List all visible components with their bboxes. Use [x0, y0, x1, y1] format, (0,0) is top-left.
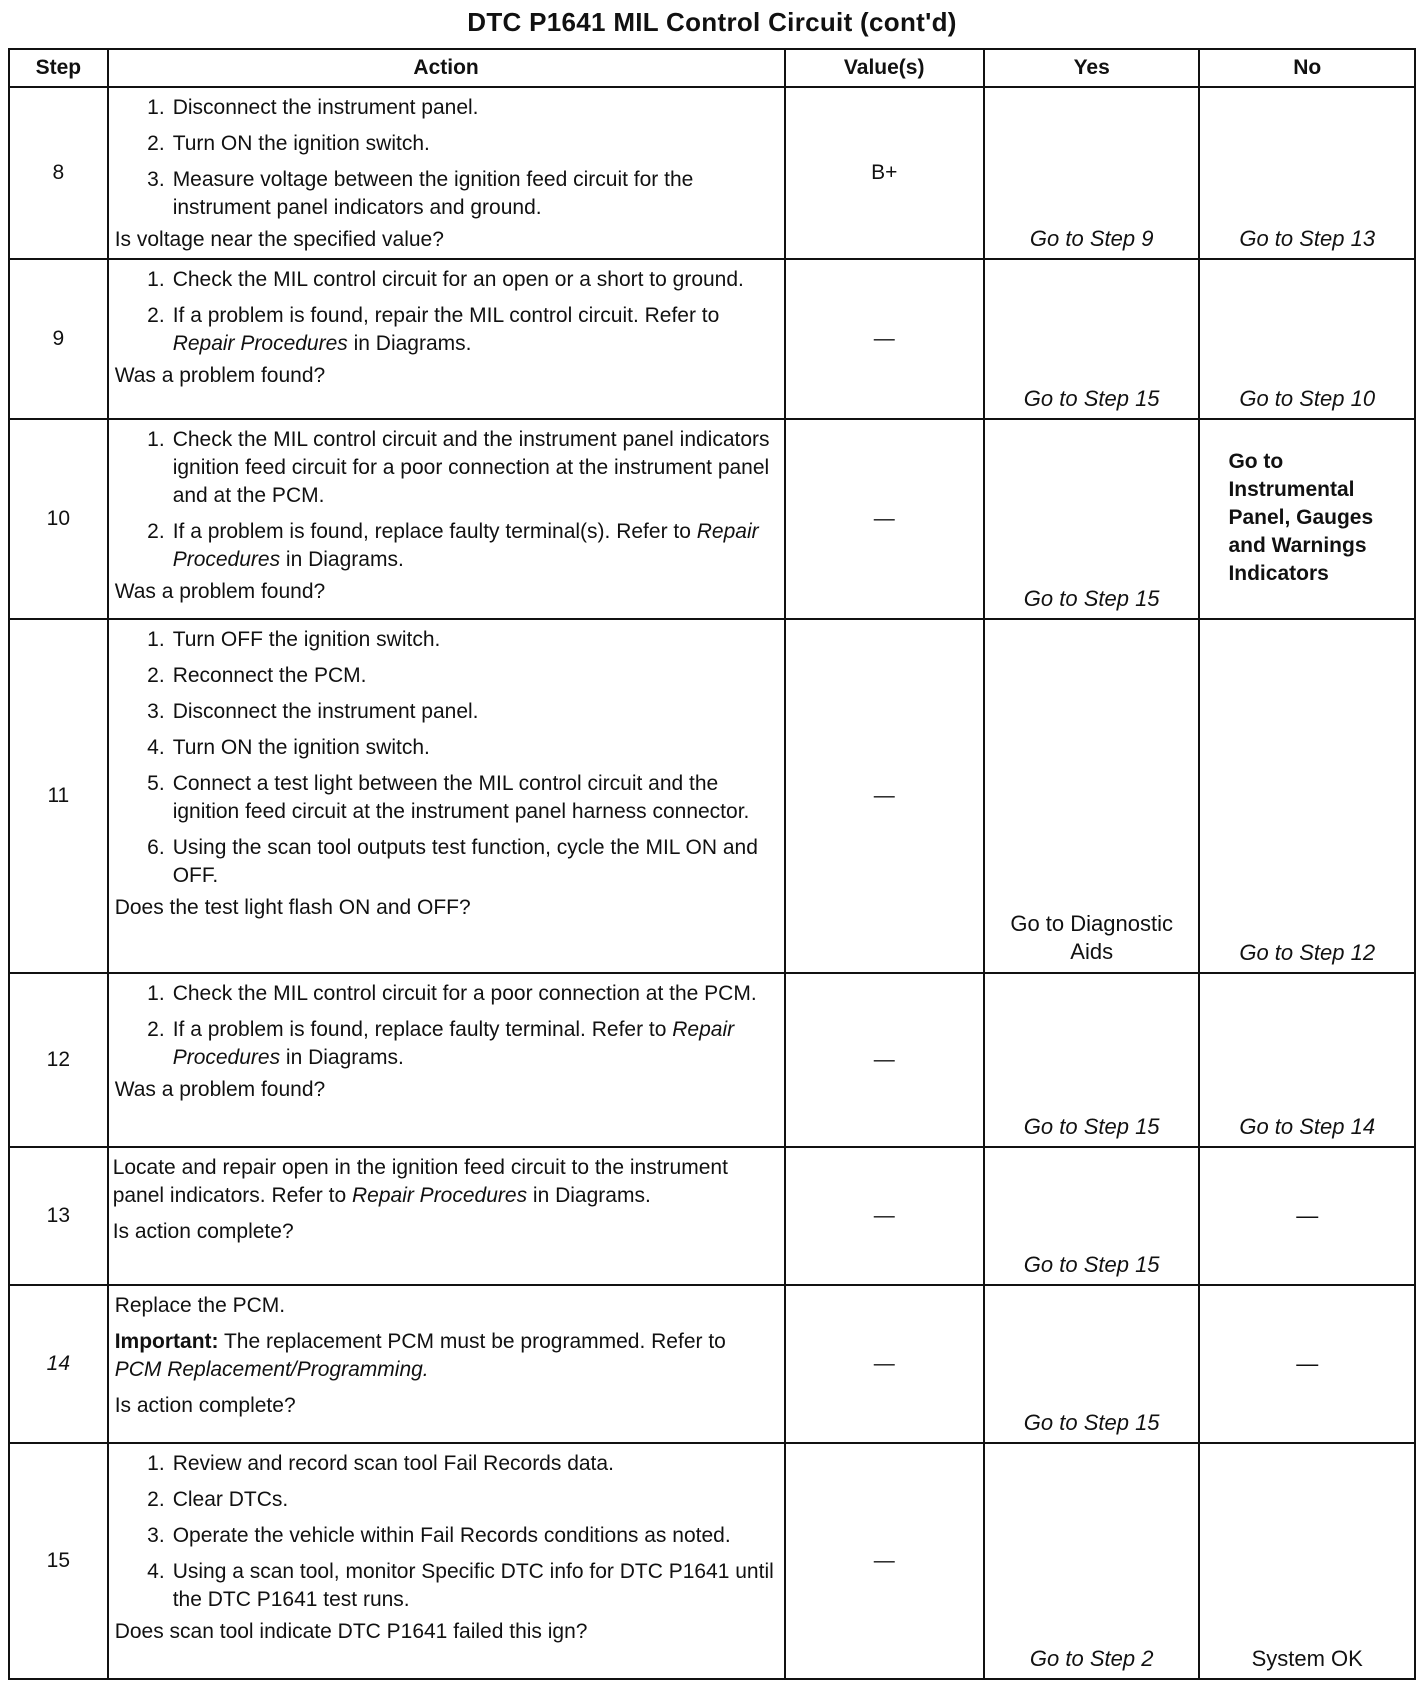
action-cell — [108, 259, 785, 419]
header-action: Action — [108, 49, 785, 87]
question-text: Does scan tool indicate DTC P1641 failed this ign? — [114, 1620, 588, 1643]
header-row — [9, 49, 1415, 87]
action-list — [115, 626, 778, 890]
action-list — [115, 1450, 778, 1614]
yes-cell: Go to Step 15 — [984, 1147, 1200, 1285]
table-row — [9, 259, 1415, 419]
step-number: 9 — [9, 259, 108, 419]
table-row — [9, 973, 1415, 1147]
question-text: Was a problem found? — [114, 364, 326, 387]
table-row — [9, 619, 1415, 973]
value-cell: — — [785, 419, 984, 619]
table-row — [9, 1147, 1415, 1285]
important-note: Important: The replacement PCM must be programmed. Refer to PCM Replacement/Programming. — [114, 1330, 726, 1381]
action-paragraph: Locate and repair open in the ignition feed circuit to the instrument panel indicators. Refer to Repair Procedures in Diagrams. — [112, 1156, 728, 1207]
step-number: 14 — [9, 1285, 108, 1443]
action-cell — [108, 87, 785, 259]
yes-cell: Go to Step 15 — [984, 973, 1200, 1147]
step-number: 13 — [9, 1147, 108, 1285]
table-row — [9, 1285, 1415, 1443]
step-number: 8 — [9, 87, 108, 259]
value-cell: — — [785, 259, 984, 419]
yes-cell: Go to Step 9 — [984, 87, 1200, 259]
table-row — [9, 419, 1415, 619]
question-text: Does the test light flash ON and OFF? — [114, 896, 471, 919]
header-step: Step — [9, 49, 108, 87]
yes-cell: Go to Step 15 — [984, 1285, 1200, 1443]
no-cell: Go to Step 12 — [1199, 619, 1415, 973]
list-item: 1. Check the MIL control circuit and the instrument panel indicators ignition feed circuit for a poor connection at the instrument panel and at the PCM. — [147, 428, 770, 507]
question-text: Was a problem found? — [114, 580, 326, 603]
step-number: 11 — [9, 619, 108, 973]
action-list — [115, 266, 778, 358]
list-item: 2. If a problem is found, replace faulty terminal(s). Refer to Repair Procedures in Diagrams. — [147, 520, 759, 571]
value-cell: — — [785, 619, 984, 973]
list-item: 1. Turn OFF the ignition switch. — [147, 628, 441, 651]
list-item: 4. Turn ON the ignition switch. — [147, 736, 430, 759]
question-text: Is action complete? — [112, 1220, 294, 1243]
action-list — [115, 426, 778, 574]
question-text: Is action complete? — [114, 1394, 296, 1417]
action-list — [115, 94, 778, 222]
action-cell — [108, 619, 785, 973]
action-cell — [108, 1285, 785, 1443]
list-item: 4. Using a scan tool, monitor Specific DTC info for DTC P1641 until the DTC P1641 test runs. — [147, 1560, 774, 1611]
list-item: 2. If a problem is found, replace faulty terminal. Refer to Repair Procedures in Diagrams. — [147, 1018, 735, 1069]
yes-cell: Go to Step 15 — [984, 259, 1200, 419]
header-value: Value(s) — [785, 49, 984, 87]
list-item: 2. Turn ON the ignition switch. — [147, 132, 430, 155]
value-cell: B+ — [785, 87, 984, 259]
no-cell: — — [1199, 1285, 1415, 1443]
no-cell: Go to Step 10 — [1199, 259, 1415, 419]
action-cell — [108, 1147, 785, 1285]
step-number: 12 — [9, 973, 108, 1147]
list-item: 2. Clear DTCs. — [147, 1488, 289, 1511]
yes-cell: Go to Step 15 — [984, 419, 1200, 619]
action-paragraph: Replace the PCM. — [114, 1294, 286, 1317]
list-item: 1. Check the MIL control circuit for an open or a short to ground. — [147, 268, 744, 291]
no-cell: Go to Step 14 — [1199, 973, 1415, 1147]
list-item: 6. Using the scan tool outputs test function, cycle the MIL ON and OFF. — [147, 836, 758, 887]
list-item: 2. If a problem is found, repair the MIL control circuit. Refer to Repair Procedures in Diagrams. — [147, 304, 720, 355]
list-item: 1. Review and record scan tool Fail Records data. — [147, 1452, 614, 1475]
value-cell: — — [785, 1285, 984, 1443]
action-cell — [108, 1443, 785, 1679]
yes-cell: Go to Step 2 — [984, 1443, 1200, 1679]
list-item: 2. Reconnect the PCM. — [147, 664, 367, 687]
no-cell: Go to Step 13 — [1199, 87, 1415, 259]
header-no: No — [1199, 49, 1415, 87]
value-cell: — — [785, 973, 984, 1147]
no-cell: Go to Instrumental Panel, Gauges and Warnings Indicators — [1199, 419, 1415, 619]
list-item: 3. Disconnect the instrument panel. — [147, 700, 479, 723]
action-cell — [108, 973, 785, 1147]
value-cell: — — [785, 1443, 984, 1679]
list-item: 1. Check the MIL control circuit for a poor connection at the PCM. — [147, 982, 757, 1005]
diagnostic-table — [8, 48, 1416, 1680]
step-number: 15 — [9, 1443, 108, 1679]
question-text: Was a problem found? — [114, 1078, 326, 1101]
table-row — [9, 87, 1415, 259]
no-cell: — — [1199, 1147, 1415, 1285]
list-item: 3. Measure voltage between the ignition feed circuit for the instrument panel indicators and ground. — [147, 168, 694, 219]
table-row — [9, 1443, 1415, 1679]
action-cell — [108, 419, 785, 619]
yes-cell: Go to Diagnostic Aids — [984, 619, 1200, 973]
value-cell: — — [785, 1147, 984, 1285]
step-number: 10 — [9, 419, 108, 619]
list-item: 3. Operate the vehicle within Fail Records conditions as noted. — [147, 1524, 731, 1547]
no-cell: System OK — [1199, 1443, 1415, 1679]
question-text: Is voltage near the specified value? — [114, 228, 444, 251]
action-list — [115, 980, 778, 1072]
page-title: DTC P1641 MIL Control Circuit (cont'd) — [467, 7, 957, 37]
list-item: 5. Connect a test light between the MIL control circuit and the ignition feed circuit at the instrument panel harness connector. — [147, 772, 750, 823]
header-yes: Yes — [984, 49, 1200, 87]
list-item: 1. Disconnect the instrument panel. — [147, 96, 479, 119]
